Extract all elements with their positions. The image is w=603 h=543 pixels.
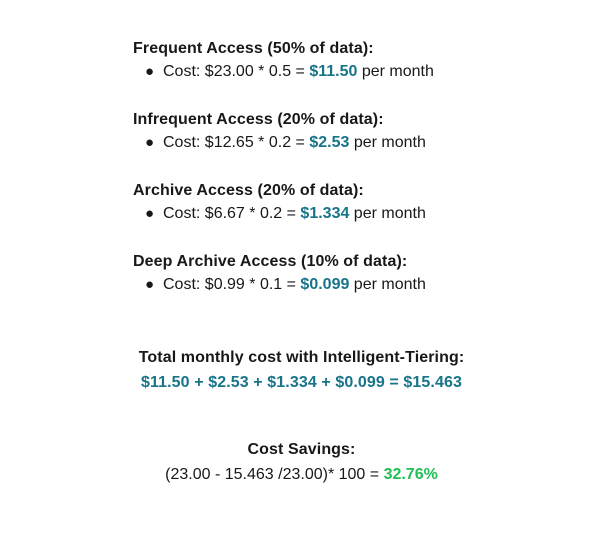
cost-line <box>133 131 603 154</box>
cost-line <box>133 60 603 83</box>
cost-formula: Cost: $6.67 * 0.2 = <box>163 205 301 222</box>
tier-section-frequent <box>133 37 603 83</box>
tier-heading: Deep Archive Access (10% of data): <box>133 253 408 270</box>
tier-heading: Archive Access (20% of data): <box>133 182 364 199</box>
savings-formula: (23.00 - 15.463 /23.00)* 100 = <box>165 466 384 483</box>
cost-value: $1.334 <box>300 205 350 222</box>
cost-formula: Cost: $0.99 * 0.1 = <box>163 276 301 293</box>
savings-equation <box>0 462 603 487</box>
cost-formula: Cost: $23.00 * 0.5 = <box>163 63 310 80</box>
tier-section-deep-archive <box>133 250 603 296</box>
bullet-icon: ● <box>145 134 155 151</box>
cost-formula: Cost: $12.65 * 0.2 = <box>163 134 310 151</box>
savings-result: 32.76% <box>383 466 438 483</box>
tier-heading: Frequent Access (50% of data): <box>133 40 374 57</box>
cost-suffix: per month <box>357 63 434 80</box>
savings-heading: Cost Savings: <box>247 441 356 458</box>
bullet-icon: ● <box>145 63 155 80</box>
cost-suffix: per month <box>349 134 426 151</box>
cost-line <box>133 273 603 296</box>
cost-suffix: per month <box>349 276 426 293</box>
tier-sections <box>133 37 603 296</box>
bullet-icon: ● <box>145 276 155 293</box>
tier-heading: Infrequent Access (20% of data): <box>133 111 384 128</box>
total-heading: Total monthly cost with Intelligent-Tiering: <box>138 349 465 366</box>
cost-value: $11.50 <box>309 63 358 80</box>
tier-section-infrequent <box>133 108 603 154</box>
cost-value: $2.53 <box>309 134 350 151</box>
cost-suffix: per month <box>349 205 426 222</box>
bullet-icon: ● <box>145 205 155 222</box>
savings-section <box>0 437 603 487</box>
cost-line <box>133 202 603 225</box>
total-equation: $11.50 + $2.53 + $1.334 + $0.099 = $15.463 <box>141 374 462 391</box>
total-section <box>0 345 603 395</box>
tier-section-archive <box>133 179 603 225</box>
cost-value: $0.099 <box>300 276 350 293</box>
